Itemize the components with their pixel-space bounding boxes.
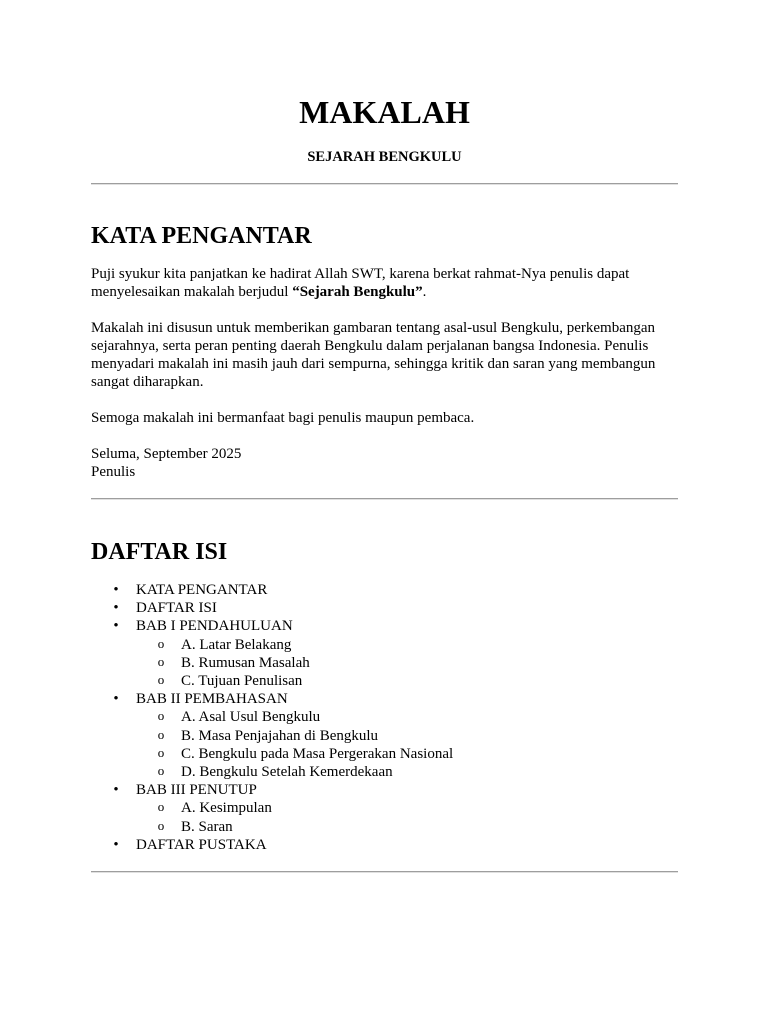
toc-subitem	[136, 763, 678, 781]
preface-paper-title: “Sejarah Bengkulu”	[292, 284, 423, 300]
toc-subitem-label: B. Masa Penjajahan di Bengkulu	[181, 727, 379, 744]
preface-paragraph-1-text: Puji syukur kita panjatkan ke hadirat Allah SWT, karena berkat rahmat-Nya penulis dapat menyelesaikan makalah berjudul	[91, 266, 630, 300]
toc-subitem-label: A. Asal Usul Bengkulu	[181, 709, 321, 726]
circle-bullet-icon: o	[157, 817, 165, 833]
toc-heading: DAFTAR ISI	[91, 539, 228, 565]
toc-sublist	[136, 636, 678, 691]
circle-bullet-icon: o	[157, 726, 165, 742]
toc-item-label: BAB II PEMBAHASAN	[136, 691, 288, 708]
preface-paragraph-2: Makalah ini disusun untuk memberikan gambaran tentang asal-usul Bengkulu, perkembangan sejarahnya, serta peran penting daerah Bengkulu dalam perjalanan bangsa Indonesia. Penulis menyadari makalah ini masih jauh dari sempurna, sehingga kritik dan saran yang membangun sangat diharapkan.	[91, 320, 656, 390]
preface-paragraph-1	[91, 265, 678, 301]
document-subtitle: SEJARAH BENGKULU	[307, 149, 462, 165]
toc-list	[91, 581, 678, 854]
circle-bullet-icon: o	[157, 653, 165, 669]
toc-item	[91, 599, 678, 617]
bullet-icon: •	[113, 600, 119, 617]
preface-paragraph-1-end: .	[422, 284, 427, 300]
circle-bullet-icon: o	[157, 799, 165, 815]
bullet-icon: •	[113, 618, 119, 635]
divider-1	[91, 183, 678, 185]
document-title: MAKALAH	[299, 94, 470, 130]
toc-subitem	[136, 799, 678, 817]
bullet-icon: •	[113, 582, 119, 598]
preface-heading: KATA PENGANTAR	[91, 223, 312, 249]
toc-item	[91, 581, 678, 599]
divider-2	[91, 498, 678, 500]
toc-subitem	[136, 636, 678, 654]
bullet-icon: •	[113, 782, 119, 799]
circle-bullet-icon: o	[157, 763, 165, 779]
circle-bullet-icon: o	[157, 672, 165, 688]
toc-subitem-label: C. Tujuan Penulisan	[181, 673, 303, 690]
toc-item-label: DAFTAR PUSTAKA	[136, 836, 267, 853]
toc-sublist	[136, 799, 678, 835]
toc-item	[91, 781, 678, 836]
circle-bullet-icon: o	[157, 744, 165, 760]
preface-place-date: Seluma, September 2025	[91, 446, 242, 462]
toc-item-label: DAFTAR ISI	[136, 600, 217, 617]
toc-item	[91, 690, 678, 781]
circle-bullet-icon: o	[157, 635, 165, 651]
toc-subitem-label: D. Bengkulu Setelah Kemerdekaan	[181, 764, 393, 781]
toc-item	[91, 836, 678, 854]
toc-subitem	[136, 708, 678, 726]
toc-item	[91, 617, 678, 690]
toc-subitem-label: B. Rumusan Masalah	[181, 654, 310, 671]
toc-subitem	[136, 672, 678, 690]
preface-paragraph-3: Semoga makalah ini bermanfaat bagi penulis maupun pembaca.	[91, 410, 475, 426]
toc-subitem	[136, 727, 678, 745]
table-of-contents	[91, 581, 678, 854]
toc-subitem	[136, 745, 678, 763]
divider-3	[91, 871, 678, 873]
bullet-icon: •	[113, 691, 119, 708]
circle-bullet-icon: o	[157, 708, 165, 724]
preface-signature: Penulis	[91, 464, 136, 480]
toc-sublist	[136, 708, 678, 781]
toc-item-label: KATA PENGANTAR	[136, 582, 268, 598]
toc-subitem-label: A. Latar Belakang	[181, 636, 292, 653]
toc-item-label: BAB I PENDAHULUAN	[136, 618, 293, 635]
toc-subitem	[136, 654, 678, 672]
toc-subitem	[136, 818, 678, 836]
bullet-icon: •	[113, 836, 119, 853]
toc-subitem-label: B. Saran	[181, 818, 233, 835]
toc-subitem-label: C. Bengkulu pada Masa Pergerakan Nasional	[181, 745, 454, 762]
toc-subitem-label: A. Kesimpulan	[181, 800, 272, 817]
toc-item-label: BAB III PENUTUP	[136, 782, 257, 799]
